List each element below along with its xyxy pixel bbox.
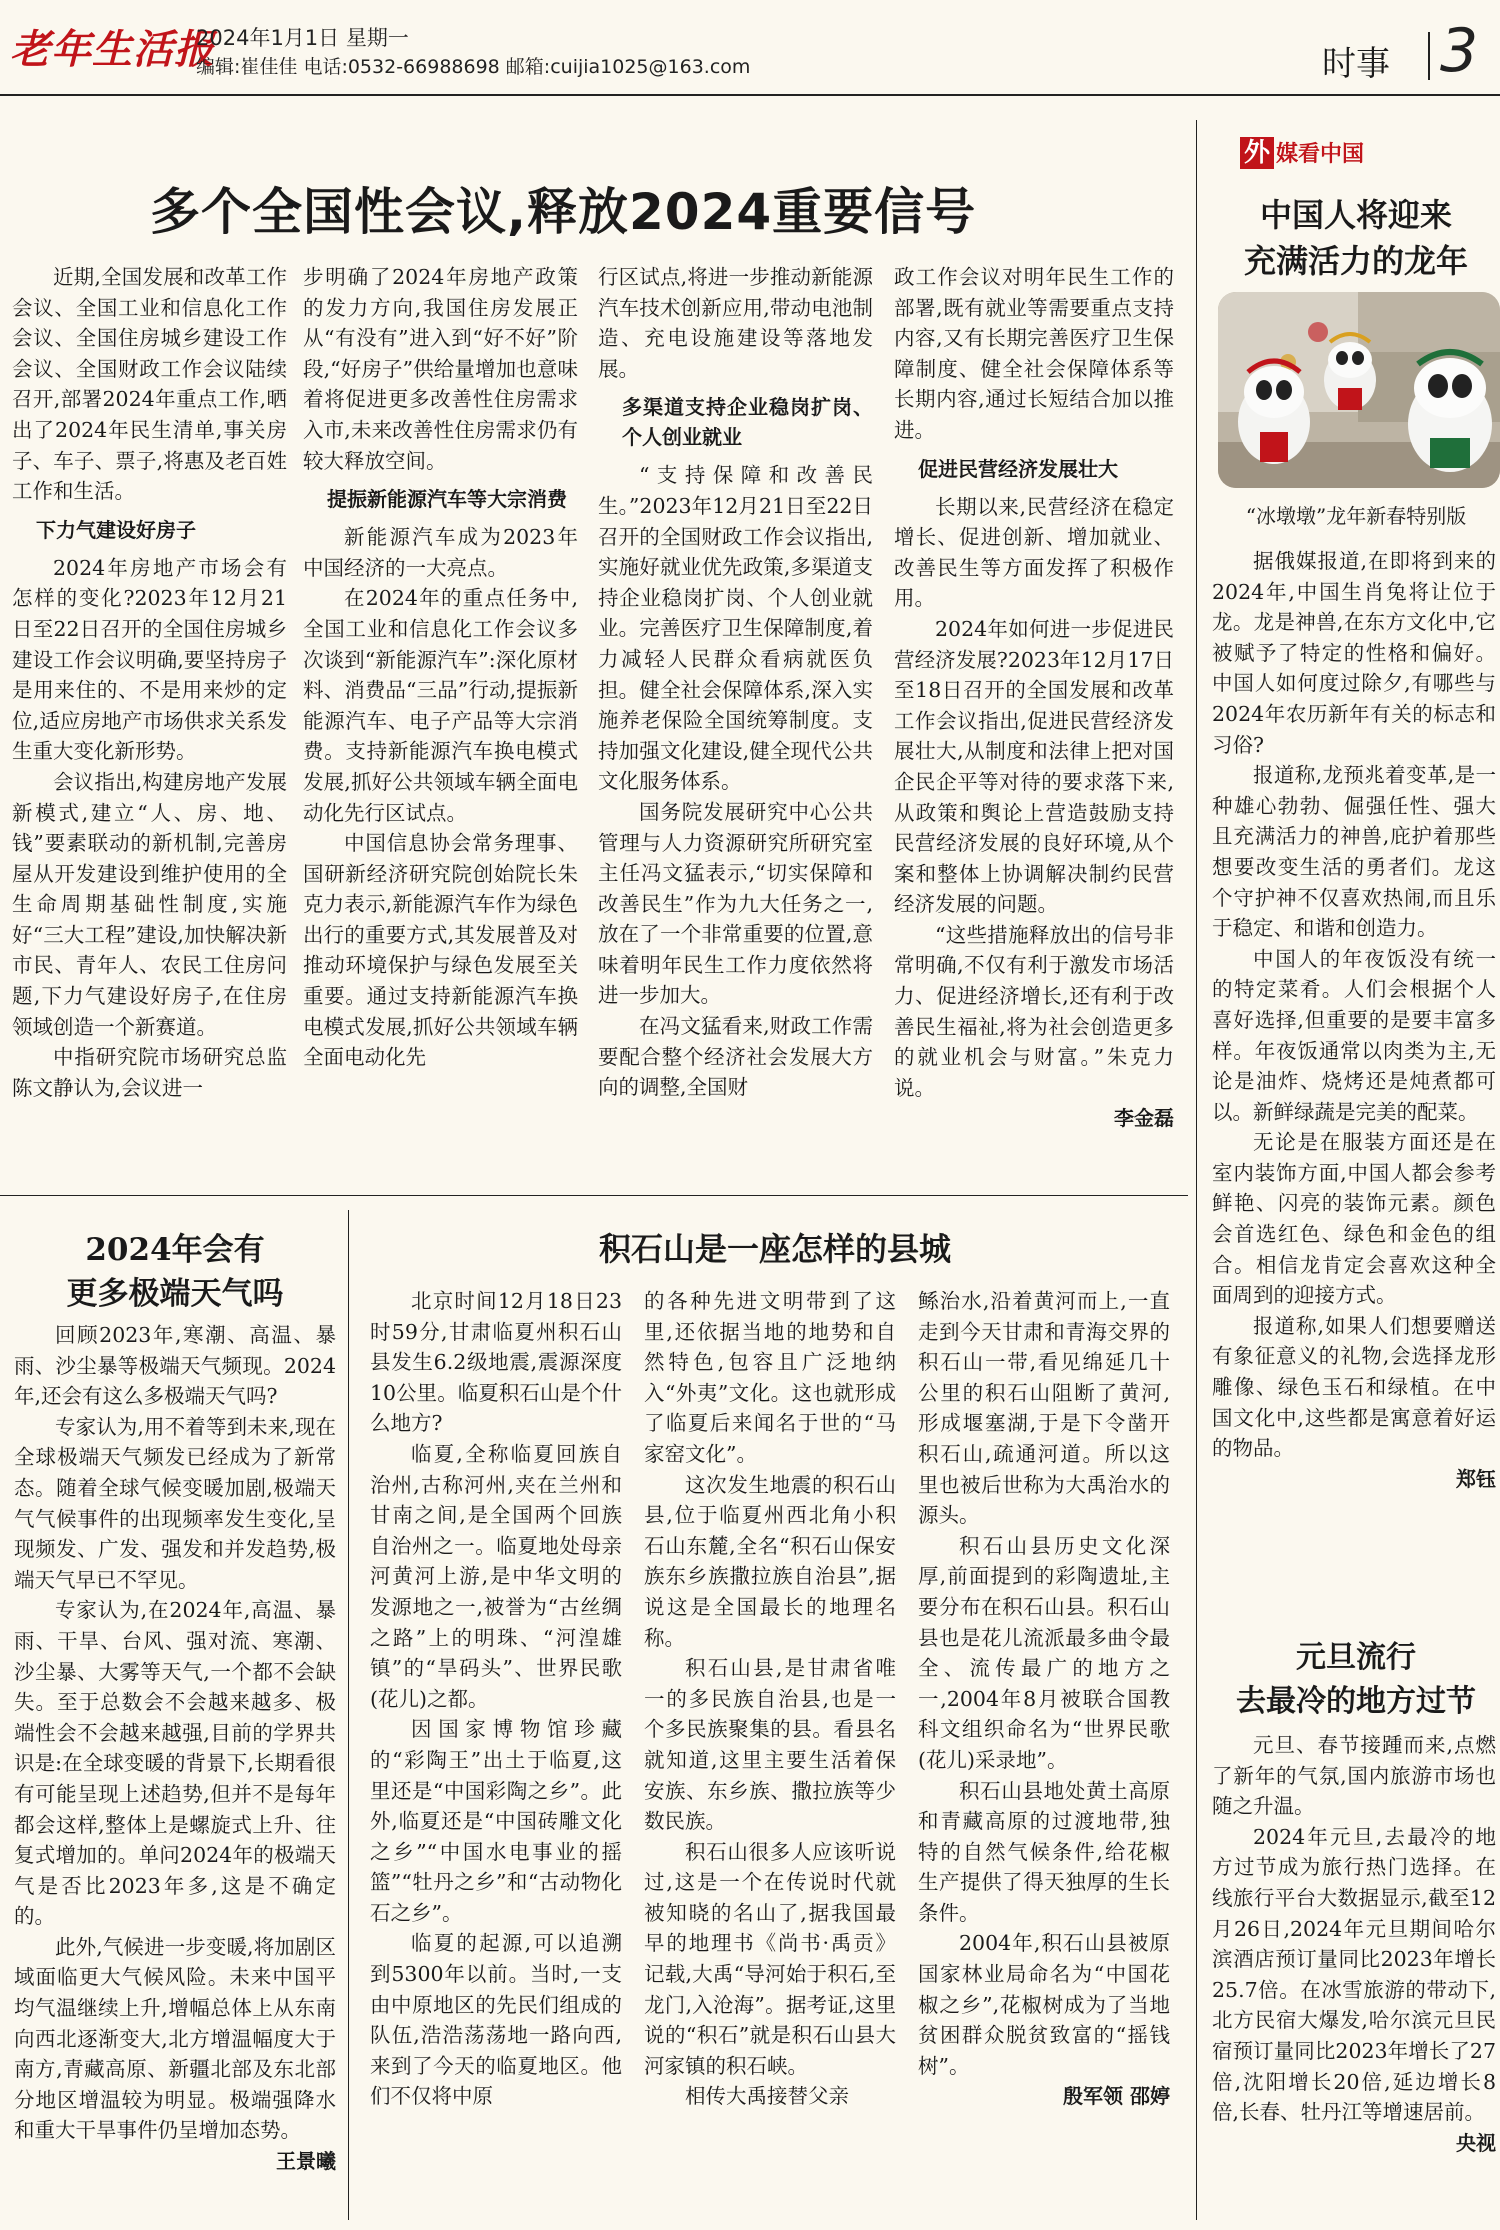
paragraph: 此外,气候进一步变暖,将加剧区域面临更大气候风险。未来中国平均气温继续上升,增幅总体上从东南向西北逐渐变大,北方增温幅度大于南方,青藏高原、新疆北部及东北部分地区增温较为明显。极端强降水和重大干旱事件仍呈增加态势。 bbox=[14, 1934, 336, 2143]
foreign-media-tag-prefix: 外 bbox=[1240, 137, 1274, 169]
subheading: 多渠道支持企业稳岗扩岗、个人创业就业 bbox=[622, 395, 873, 450]
paragraph: 近期,全国发展和改革工作会议、全国工业和信息化工作会议、全国住房城乡建设工作会议、全国财政工作会议陆续召开,部署2024年重点工作,晒出了2024年民生清单,事关房子、车子、票子,将惠及老百姓工作和生活。 bbox=[12, 265, 287, 504]
main-headline: 多个全国性会议,释放2024重要信号 bbox=[150, 183, 977, 241]
paragraph: 北京时间12月18日23时59分,甘肃临夏州积石山县发生6.2级地震,震源深度10公里。临夏积石山是个什么地方? bbox=[370, 1289, 622, 1436]
sidebar-headline-1 bbox=[1212, 192, 1500, 284]
author-byline: 王景曦 bbox=[276, 2149, 336, 2174]
paragraph: 新能源汽车成为2023年中国经济的一大亮点。 bbox=[303, 525, 578, 580]
weather-headline-line1: 2024年会有 bbox=[85, 1232, 265, 1268]
county-article-column-3 bbox=[918, 1286, 1170, 2112]
weather-divider bbox=[348, 1210, 349, 2220]
county-article-column-2 bbox=[644, 1286, 896, 2112]
county-article-column-1 bbox=[370, 1286, 622, 2112]
foreign-media-tag bbox=[1240, 132, 1364, 169]
paragraph: 据俄媒报道,在即将到来的2024年,中国生肖兔将让位于龙。龙是神兽,在东方文化中,它被赋予了特定的性格和偏好。中国人如何度过除夕,有哪些与2024年农历新年有关的标志和习俗? bbox=[1212, 549, 1496, 757]
weather-article-body bbox=[14, 1320, 336, 2177]
paragraph: 2024年房地产市场会有怎样的变化?2023年12月21日至22日召开的全国住房城乡建设工作会议明确,要坚持房子是用来住的、不是用来炒的定位,适应房地产市场供求关系发生重大变化新形势。 bbox=[12, 555, 287, 764]
county-headline: 积石山是一座怎样的县城 bbox=[598, 1230, 951, 1268]
page-number: 3 bbox=[1440, 16, 1479, 86]
paragraph: 积石山县历史文化深厚,前面提到的彩陶遗址,主要分布在积石山县。积石山县也是花儿流派最多曲令最全、流传最广的地方之一,2004年8月被联合国教科文组织命名为“世界民歌(花儿)采录地”。 bbox=[918, 1533, 1170, 1772]
paragraph: 会议指出,构建房地产发展新模式,建立“人、房、地、钱”要素联动的新机制,完善房屋从开发建设到维护使用的全生命周期基础性制度,实施好“三大工程”建设,加快解决新市民、青年人、农民工住房问题,下力气建设好房子,在住房领域创造一个新赛道。 bbox=[12, 769, 287, 1039]
paragraph: 步明确了2024年房地产政策的发力方向,我国住房发展正从“有没有”进入到“好不好”阶段,“好房子”供给量增加也意味着将促进更多改善性住房需求入市,未来改善性住房需求仍有较大释放空间。 bbox=[303, 265, 578, 473]
sidebar-article-2-body bbox=[1212, 1730, 1496, 2158]
paragraph: 元旦、春节接踵而来,点燃了新年的气氛,国内旅游市场也随之升温。 bbox=[1212, 1733, 1496, 1819]
paragraph: 报道称,如果人们想要赠送有象征意义的礼物,会选择龙形雕像、绿色玉石和绿植。在中国文化中,这些都是寓意着好运的物品。 bbox=[1212, 1313, 1496, 1461]
paragraph: 积石山很多人应该听说过,这是一个在传说时代就被知晓的名山了,据我国最早的地理书《尚书·禹贡》记载,大禹“导河始于积石,至龙门,入沧海”。据考证,这里说的“积石”就是积石山县大河家镇的积石峡。 bbox=[644, 1839, 896, 2078]
sidebar-headline-2 bbox=[1212, 1636, 1500, 1724]
paragraph: 行区试点,将进一步推动新能源汽车技术创新应用,带动电池制造、充电设施建设等落地发展。 bbox=[598, 265, 873, 381]
sidebar-headline-1-line1: 中国人将迎来 bbox=[1259, 196, 1452, 234]
paragraph: 无论是在服装方面还是在室内装饰方面,中国人都会参考鲜艳、闪亮的装饰元素。颜色会首选红色、绿色和金色的组合。相信龙肯定会喜欢这种全面周到的迎接方式。 bbox=[1212, 1130, 1496, 1308]
main-article-column-4 bbox=[894, 262, 1174, 1134]
weather-headline-line2: 更多极端天气吗 bbox=[66, 1276, 284, 1312]
paragraph: 鲧治水,沿着黄河而上,一直走到今天甘肃和青海交界的积石山一带,看见绵延几十公里的积石山阻断了黄河,形成堰塞湖,于是下令凿开积石山,疏通河道。所以这里也被后世称为大禹治水的源头。 bbox=[918, 1289, 1170, 1528]
paragraph: 在2024年的重点任务中,全国工业和信息化工作会议多次谈到“新能源汽车”:深化原材料、消费品“三品”行动,提振新能源汽车、电子产品等大宗消费。支持新能源汽车换电模式发展,抓好公共领域车辆全面电动化先行区试点。 bbox=[303, 586, 578, 825]
bing-dwen-dwen-photo bbox=[1218, 292, 1500, 488]
paragraph: 政工作会议对明年民生工作的部署,既有就业等需要重点支持内容,又有长期完善医疗卫生保障制度、健全社会保障体系等长期内容,通过长短结合加以推进。 bbox=[894, 265, 1174, 442]
paragraph: 积石山县,是甘肃省唯一的多民族自治县,也是一个多民族聚集的县。看县名就知道,这里主要生活着保安族、东乡族、撒拉族等少数民族。 bbox=[644, 1656, 896, 1834]
paragraph: 2004年,积石山县被原国家林业局命名为“中国花椒之乡”,花椒树成为了当地贫困群众脱贫致富的“摇钱树”。 bbox=[918, 1931, 1170, 2078]
sidebar-article-1-body bbox=[1212, 546, 1496, 1494]
paragraph: 专家认为,在2024年,高温、暴雨、干旱、台风、强对流、寒潮、沙尘暴、大雾等天气,一个都不会缺失。至于总数会不会越来越多、极端性会不会越来越强,目前的学界共识是:在全球变暖的背景下,长期看很有可能呈现上述趋势,但并不是每年都会这样,整体上是螺旋式上升、往复式增加的。单问2024年的极端天气是否比2023年多,这是不确定的。 bbox=[14, 1598, 336, 1929]
section-label: 时事 bbox=[1322, 44, 1390, 84]
foreign-media-tag-suffix: 媒看中国 bbox=[1276, 142, 1365, 167]
paragraph: 中指研究院市场研究总监陈文静认为,会议进一 bbox=[12, 1045, 287, 1100]
photo-caption: “冰墩墩”龙年新春特别版 bbox=[1245, 504, 1467, 528]
author-byline: 郑钰 bbox=[1456, 1466, 1496, 1491]
paragraph: 的各种先进文明带到了这里,还依据当地的地势和自然特色,包容且广泛地纳入“外夷”文化。这也就形成了临夏后来闻名于世的“马家窑文化”。 bbox=[644, 1289, 896, 1466]
sidebar-headline-2-line1: 元旦流行 bbox=[1296, 1640, 1416, 1675]
sidebar-headline-2-line2: 去最冷的地方过节 bbox=[1236, 1684, 1476, 1719]
author-byline: 李金磊 bbox=[1114, 1106, 1174, 1131]
main-article-column-1 bbox=[12, 262, 287, 1103]
author-byline: 殷军领 邵婷 bbox=[1063, 2084, 1170, 2109]
weather-headline bbox=[10, 1228, 340, 1316]
section-divider bbox=[1428, 32, 1430, 80]
subheading: 下力气建设好房子 bbox=[36, 517, 196, 542]
paragraph: “支持保障和改善民生。”2023年12月21日至22日召开的全国财政工作会议指出,实施好就业优先政策,多渠道支持企业稳岗扩岗、个人创业就业。完善医疗卫生保障制度,着力减轻人民群众看病就医负担。健全社会保障体系,深入实施养老保险全国统筹制度。支持加强文化建设,健全现代公共文化服务体系。 bbox=[598, 463, 873, 794]
sidebar-headline-1-line2: 充满活力的龙年 bbox=[1243, 242, 1468, 280]
editor-line: 编辑:崔佳佳 电话:0532-66988698 邮箱:cuijia1025@163.com bbox=[196, 56, 751, 78]
paragraph: 因国家博物馆珍藏的“彩陶王”出土于临夏,这里还是“中国彩陶之乡”。此外,临夏还是“中国砖雕文化之乡”“中国水电事业的摇篮”“牡丹之乡”和“古动物化石之乡”。 bbox=[370, 1717, 622, 1925]
paragraph: 中国信息协会常务理事、国研新经济研究院创始院长朱克力表示,新能源汽车作为绿色出行的重要方式,其发展普及对推动环境保护与绿色发展至关重要。通过支持新能源汽车换电模式发展,抓好公共领域车辆全面电动化先 bbox=[303, 831, 578, 1070]
subheading: 促进民营经济发展壮大 bbox=[918, 456, 1118, 481]
author-byline: 央视 bbox=[1456, 2130, 1496, 2155]
paragraph: “这些措施释放出的信号非常明确,不仅有利于激发市场活力、促进经济增长,还有利于改善民生福祉,将为社会创造更多的就业机会与财富。”朱克力说。 bbox=[894, 922, 1174, 1100]
paragraph: 报道称,龙预兆着变革,是一种雄心勃勃、倔强任性、强大且充满活力的神兽,庇护着那些想要改变生活的勇者们。龙这个守护神不仅喜欢热闹,而且乐于稳定、和谐和创造力。 bbox=[1212, 763, 1496, 941]
paragraph: 临夏的起源,可以追溯到5300年以前。当时,一支由中原地区的先民们组成的队伍,浩浩荡荡地一路向西,来到了今天的临夏地区。他们不仅将中原 bbox=[370, 1931, 622, 2109]
paragraph: 回顾2023年,寒潮、高温、暴雨、沙尘暴等极端天气频现。2024年,还会有这么多极端天气吗? bbox=[14, 1323, 336, 1409]
paragraph: 2024年元旦,去最冷的地方过节成为旅行热门选择。在线旅行平台大数据显示,截至12月26日,2024年元旦期间哈尔滨酒店预订量同比2023年增长25.7倍。在冰雪旅游的带动下,北方民宿大爆发,哈尔滨元旦民宿预订量同比2023年增长了27倍,沈阳增长20倍,延边增长8倍,长春、牡丹江等增速居前。 bbox=[1212, 1824, 1496, 2125]
paragraph: 在冯文猛看来,财政工作需要配合整个经济社会发展大方向的调整,全国财 bbox=[598, 1014, 873, 1100]
paragraph: 2024年如何进一步促进民营经济发展?2023年12月17日至18日召开的全国发展和改革工作会议指出,促进民营经济发展壮大,从制度和法律上把对国企民企平等对待的要求落下来,从政策和舆论上营造鼓励支持民营经济发展的良好环境,从个案和整体上协调解决制约民营经济发展的问题。 bbox=[894, 616, 1174, 917]
paragraph: 积石山县地处黄土高原和青藏高原的过渡地带,独特的自然气候条件,给花椒生产提供了得天独厚的生长条件。 bbox=[918, 1778, 1170, 1925]
newspaper-logo: 老年生活报 bbox=[10, 26, 215, 73]
issue-date: 2024年1月1日 星期一 bbox=[196, 26, 409, 50]
subheading: 提振新能源汽车等大宗消费 bbox=[327, 487, 567, 512]
paragraph: 临夏,全称临夏回族自治州,古称河州,夹在兰州和甘南之间,是全国两个回族自治州之一。临夏地处母亲河黄河上游,是中华文明的发源地之一,被誉为“古丝绸之路”上的明珠、“河湟雄镇”的“旱码头”、世界民歌(花儿)之都。 bbox=[370, 1441, 622, 1711]
paragraph: 国务院发展研究中心公共管理与人力资源研究所研究室主任冯文猛表示,“切实保障和改善民生”作为九大任务之一,放在了一个非常重要的位置,意味着明年民生工作力度依然将进一步加大。 bbox=[598, 799, 873, 1008]
paragraph: 长期以来,民营经济在稳定增长、促进创新、增加就业、改善民生等方面发挥了积极作用。 bbox=[894, 494, 1174, 611]
sidebar-divider bbox=[1196, 120, 1197, 2220]
main-article-column-3 bbox=[598, 262, 873, 1103]
main-article-bottom-rule bbox=[0, 1195, 1188, 1196]
paragraph: 这次发生地震的积石山县,位于临夏州西北角小积石山东麓,全名“积石山保安族东乡族撒拉族自治县”,据说这是全国最长的地理名称。 bbox=[644, 1472, 896, 1650]
paragraph: 专家认为,用不着等到未来,现在全球极端天气频发已经成为了新常态。随着全球气候变暖加剧,极端天气气候事件的出现频率发生变化,呈现频发、广发、强发和并发趋势,极端天气早已不罕见。 bbox=[14, 1414, 336, 1592]
masthead-rule bbox=[0, 94, 1500, 96]
paragraph: 相传大禹接替父亲 bbox=[685, 2084, 849, 2109]
main-article-column-2 bbox=[303, 262, 578, 1073]
paragraph: 中国人的年夜饭没有统一的特定菜肴。人们会根据个人喜好选择,但重要的是要丰富多样。年夜饭通常以肉类为主,无论是油炸、烧烤还是炖煮都可以。新鲜绿蔬是完美的配菜。 bbox=[1212, 946, 1496, 1124]
